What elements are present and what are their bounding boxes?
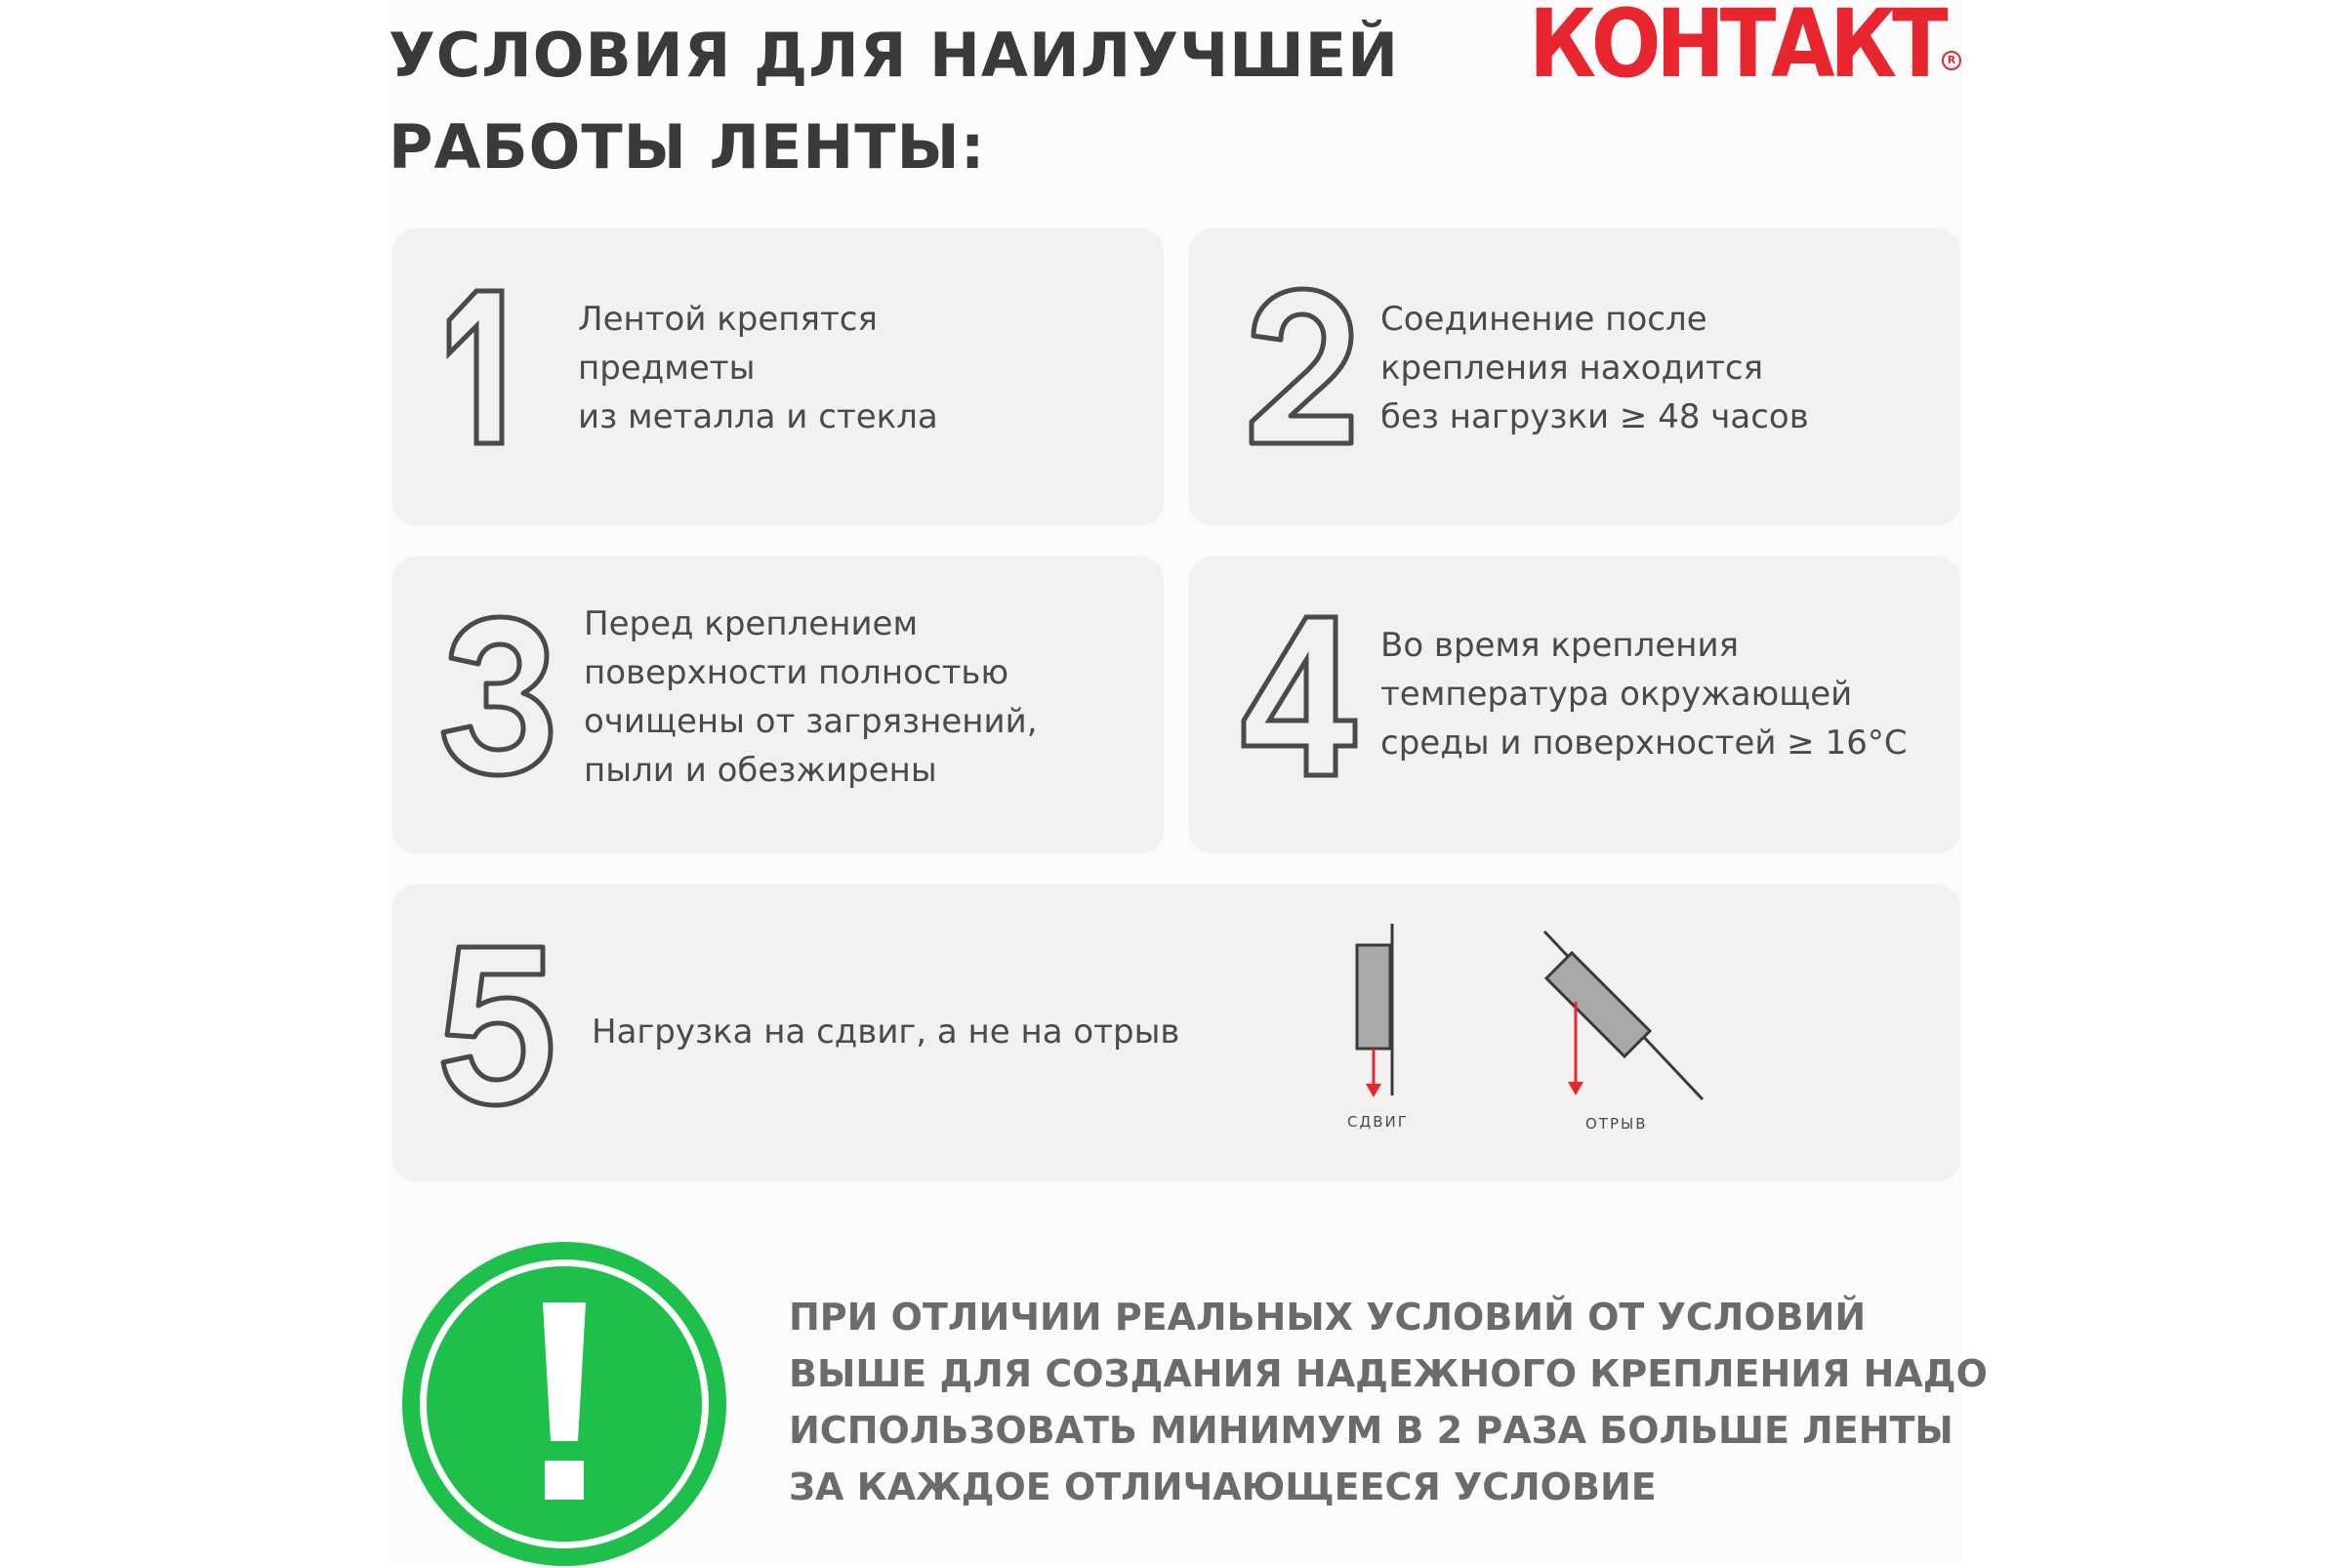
svg-text:4: 4: [1238, 613, 1239, 614]
condition-number-2: [1242, 285, 1359, 451]
condition-card-3: [392, 557, 1164, 853]
condition-card-4: [1189, 557, 1960, 853]
condition-text-5: Нагрузка на сдвиг, а не на отрыв: [592, 1012, 1180, 1052]
tape-block-inclined: [1546, 953, 1650, 1056]
condition-card-2: [1189, 228, 1960, 525]
exclamation-dot: [545, 1461, 584, 1500]
shear-label: СДВИГ: [1347, 1113, 1409, 1131]
condition-number-4: [1238, 613, 1361, 779]
peel-arrow-head: [1568, 1082, 1583, 1095]
condition-text-3: Перед креплением поверхности полностью очищены от загрязнений, пыли и обезжирены: [584, 604, 1038, 790]
condition-number-5: [439, 943, 555, 1109]
peel-label: ОТРЫВ: [1585, 1115, 1648, 1133]
condition-card-1: [392, 228, 1164, 525]
condition-number-1: [443, 287, 512, 448]
svg-text:2: 2: [1242, 285, 1243, 286]
svg-text:1: 1: [477, 443, 478, 444]
condition-text-4: Во время крепления температура окружающей среды и поверхностей ≥ 16°C: [1380, 626, 1908, 763]
shear-arrow-head: [1366, 1084, 1381, 1097]
title-line-2: РАБОТЫ ЛЕНТЫ:: [389, 111, 986, 183]
registered-mark-icon: R: [1942, 51, 1961, 70]
condition-text-2: Соединение после крепления находится без нагрузки ≥ 48 часов: [1380, 300, 1809, 436]
condition-number-3: [439, 613, 555, 779]
condition-card-5: [392, 885, 1960, 1181]
warning-text: ПРИ ОТЛИЧИИ РЕАЛЬНЫХ УСЛОВИЙ ОТ УСЛОВИЙ ВЫШЕ ДЛЯ СОЗДАНИЯ НАДЕЖНОГО КРЕПЛЕНИЯ НАДО ИСПОЛЬЗОВАТЬ МИНИМУМ В 2 РАЗА БОЛЬШЕ ЛЕНТЫ ЗА КАЖДОЕ ОТЛИЧАЮЩЕЕСЯ УСЛОВИЕ: [789, 1296, 1988, 1508]
tape-block: [1357, 945, 1390, 1049]
shear-diagram: [1339, 924, 1427, 1099]
svg-text:3: 3: [439, 613, 440, 614]
page-title: [389, 10, 1399, 193]
svg-text:5: 5: [439, 943, 440, 944]
brand-logo: КОНТАКТ: [1529, 0, 1944, 99]
condition-text-1: Лентой крепятся предметы из металла и стекла: [578, 300, 938, 436]
title-line-1: УСЛОВИЯ ДЛЯ НАИЛУЧШЕЙ: [389, 20, 1400, 91]
peel-diagram: [1535, 924, 1720, 1109]
exclamation-icon: [400, 1240, 728, 1568]
